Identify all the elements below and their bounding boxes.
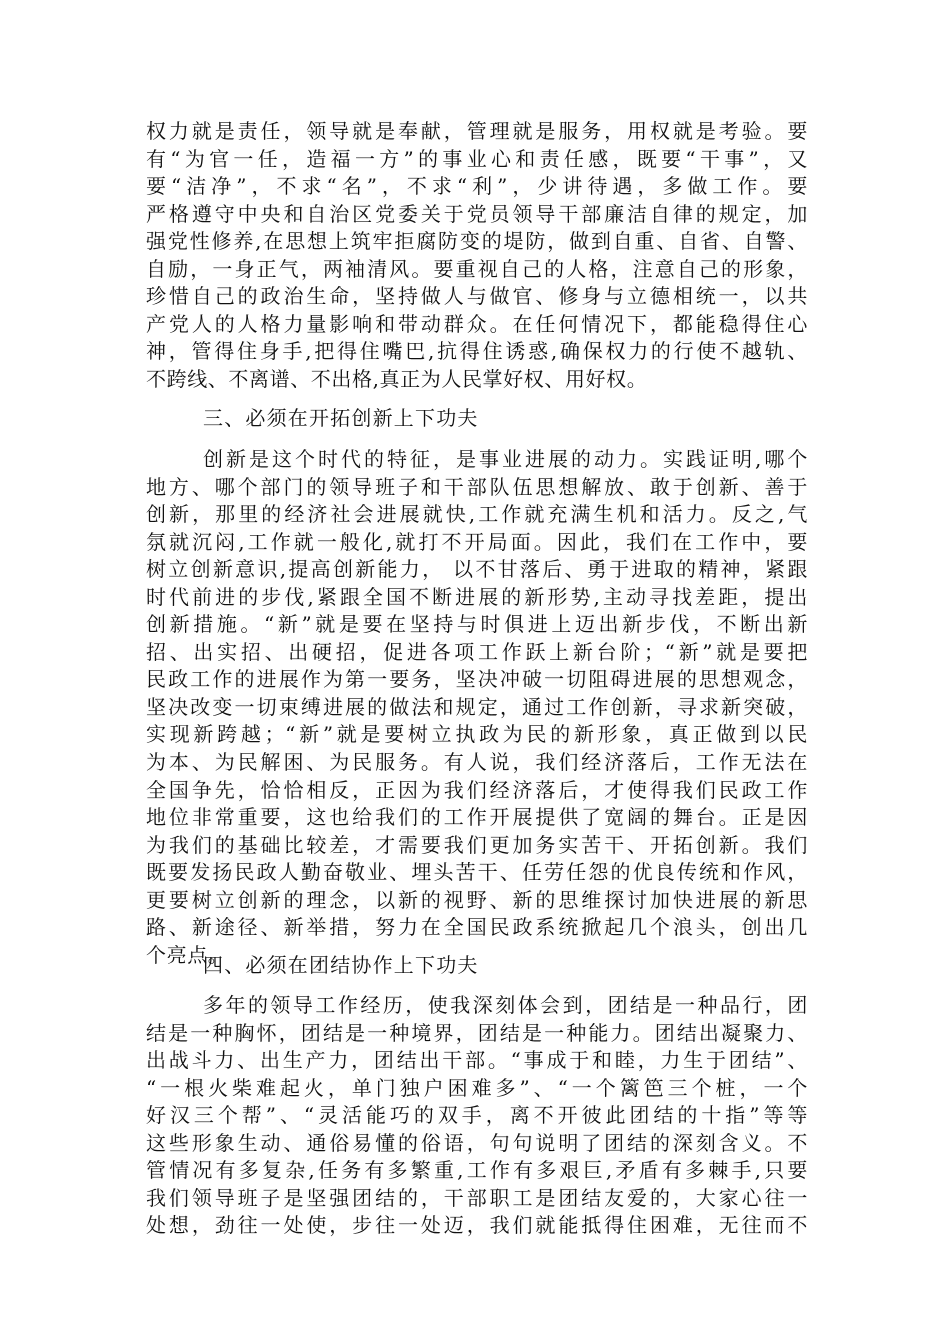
text-line: 地方、哪个部门的领导班子和干部队伍思想解放、敢于创新、善于 <box>146 474 808 499</box>
text-line: 多年的领导工作经历，使我深刻体会到，团结是一种品行，团 <box>203 993 808 1017</box>
text-line: 创新是这个时代的特征，是事业进展的动力。实践证明,哪个 <box>203 447 808 471</box>
text-line: 路、新途径、新举措，努力在全国民政系统掀起几个浪头，创出几 <box>146 915 808 940</box>
text-line: 管情况有多复杂,任务有多繁重,工作有多艰巨,矛盾有多棘手,只要 <box>146 1158 808 1183</box>
text-line: “一根火柴难起火，单门独户困难多”、“一个篱笆三个桩，一个 <box>146 1075 808 1100</box>
text-line: 地位非常重要，这也给我们的工作开展提供了宽阔的舞台。正是因 <box>146 805 808 830</box>
text-line: 珍惜自己的政治生命，坚持做人与做官、修身与立德相统一，以共 <box>146 284 808 309</box>
text-line: 创新措施。“新”就是要在坚持与时俱进上迈出新步伐，不断出新 <box>146 612 808 637</box>
text-line: 为我们的基础比较差，才需要我们更加务实苦干、开拓创新。我们 <box>146 832 808 857</box>
paragraph-innovation <box>146 446 808 969</box>
text-line: 时代前进的步伐,紧跟全国不断进展的新形势,主动寻找差距，提出 <box>146 584 808 609</box>
text-line: 我们领导班子是坚强团结的，干部职工是团结友爱的，大家心往一 <box>146 1185 808 1210</box>
text-line: 招、出实招、出硬招，促进各项工作跃上新台阶；“新”就是要把 <box>146 639 808 664</box>
text-line: 自励，一身正气，两袖清风。要重视自己的人格，注意自己的形象， <box>146 256 808 281</box>
text-line: 结是一种胸怀，团结是一种境界，团结是一种能力。团结出凝聚力、 <box>146 1020 808 1045</box>
section-heading-3: 三、必须在开拓创新上下功夫 <box>203 406 479 430</box>
text-line: 全国争先，恰恰相反，正因为我们经济落后，才使得我们民政工作 <box>146 777 808 802</box>
text-line: 民政工作的进展作为第一要务，坚决冲破一切阻碍进展的思想观念， <box>146 667 808 692</box>
text-line: 个亮点。 <box>146 942 229 967</box>
text-line: 有“为官一任，造福一方”的事业心和责任感，既要“干事”，又 <box>146 146 808 171</box>
text-line: 树立创新意识,提高创新能力， 以不甘落后、勇于进取的精神，紧跟 <box>146 557 808 582</box>
text-line: 为本、为民解困、为民服务。有人说，我们经济落后，工作无法在 <box>146 750 808 775</box>
text-line: 坚决改变一切束缚进展的做法和规定，通过工作创新，寻求新突破， <box>146 694 808 719</box>
text-line: 强党性修养,在思想上筑牢拒腐防变的堤防，做到自重、自省、自警、 <box>146 229 808 254</box>
text-line: 氛就沉闷,工作就一般化,就打不开局面。因此，我们在工作中，要 <box>146 529 808 554</box>
text-line: 实现新跨越；“新”就是要树立执政为民的新形象，真正做到以民 <box>146 722 808 747</box>
text-line: 好汉三个帮”、“灵活能巧的双手，离不开彼此团结的十指”等等 <box>146 1103 808 1128</box>
text-line: 严格遵守中央和自治区党委关于党员领导干部廉洁自律的规定，加 <box>146 201 808 226</box>
paragraph-unity <box>146 992 808 1240</box>
text-line: 神，管得住身手,把得住嘴巴,抗得住诱惑,确保权力的行使不越轨、 <box>146 339 808 364</box>
text-line: 创新，那里的经济社会进展就快,工作就充满生机和活力。反之,气 <box>146 502 808 527</box>
text-line: 既要发扬民政人勤奋敬业、埋头苦干、任劳任怨的优良传统和作风， <box>146 860 808 885</box>
text-line: 不跨线、不离谱、不出格,真正为人民掌好权、用好权。 <box>146 366 648 391</box>
text-line: 产党人的人格力量影响和带动群众。在任何情况下，都能稳得住心 <box>146 311 808 336</box>
section-heading-4: 四、必须在团结协作上下功夫 <box>203 953 479 977</box>
text-line: 要“洁净”，不求“名”，不求“利”，少讲待遇，多做工作。要 <box>146 174 808 199</box>
text-line: 这些形象生动、通俗易懂的俗语，句句说明了团结的深刻含义。不 <box>146 1130 808 1155</box>
text-line: 更要树立创新的理念，以新的视野、新的思维探讨加快进展的新思 <box>146 887 808 912</box>
text-line: 出战斗力、出生产力，团结出干部。“事成于和睦，力生于团结”、 <box>146 1048 808 1073</box>
text-line: 处想，劲往一处使，步往一处迈，我们就能抵得住困难，无往而不 <box>146 1213 808 1238</box>
paragraph-integrity <box>146 118 808 393</box>
text-line: 权力就是责任，领导就是奉献，管理就是服务，用权就是考验。要 <box>146 119 808 143</box>
